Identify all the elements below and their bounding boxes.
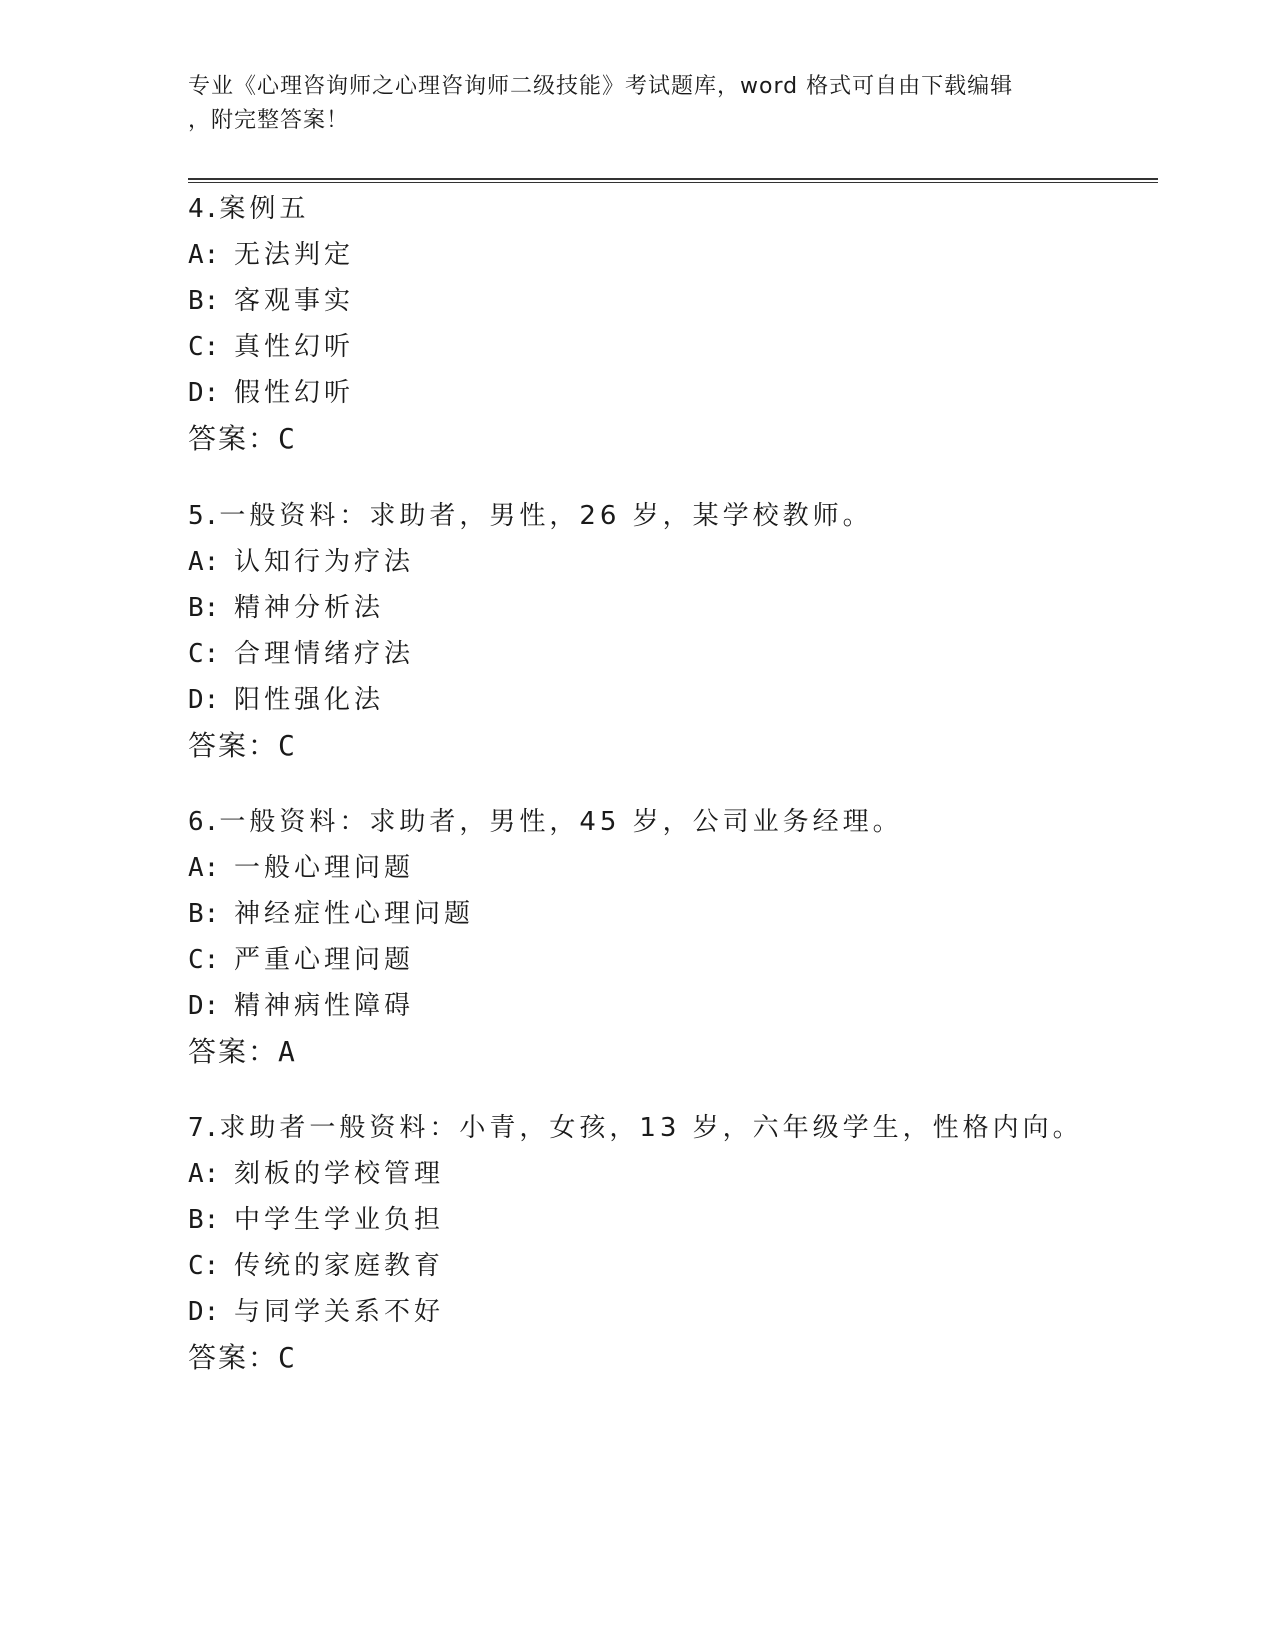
question-text: 一般资料：求助者，男性，45 岁，公司业务经理。 (219, 807, 903, 837)
option-d (188, 370, 1188, 416)
option-text: 神经症性心理问题 (234, 899, 475, 929)
option-text: 中学生学业负担 (234, 1205, 445, 1235)
option-key: A: (188, 240, 220, 270)
question-text: 案例五 (219, 194, 310, 224)
option-a (188, 1151, 1188, 1197)
option-key: B: (188, 286, 220, 316)
answer-value: C (278, 1341, 297, 1374)
option-key: D: (188, 685, 220, 715)
question-stem (188, 186, 1188, 232)
option-text: 假性幻听 (234, 378, 355, 408)
option-text: 认知行为疗法 (234, 547, 415, 577)
answer-label: 答案： (188, 729, 279, 762)
option-a (188, 845, 1188, 891)
question-4 (188, 186, 1188, 462)
answer-line (188, 723, 1188, 769)
header-line-1: 专业《心理咨询师之心理咨询师二级技能》考试题库，word 格式可自由下载编辑 (188, 74, 1014, 99)
option-text: 真性幻听 (234, 332, 355, 362)
question-text: 求助者一般资料：小青，女孩，13 岁，六年级学生，性格内向。 (219, 1113, 1083, 1143)
option-d (188, 1289, 1188, 1335)
option-text: 一般心理问题 (234, 853, 415, 883)
option-key: B: (188, 593, 220, 623)
option-key: D: (188, 991, 220, 1021)
option-text: 无法判定 (234, 240, 355, 270)
question-5 (188, 493, 1188, 769)
question-number: 7. (188, 1113, 220, 1143)
question-stem (188, 493, 1188, 539)
option-c (188, 631, 1188, 677)
answer-value: A (278, 1035, 297, 1068)
document-header (188, 70, 1088, 138)
option-key: B: (188, 899, 220, 929)
option-a (188, 539, 1188, 585)
option-b (188, 891, 1188, 937)
option-key: D: (188, 1297, 220, 1327)
option-key: C: (188, 639, 220, 669)
option-c (188, 324, 1188, 370)
answer-label: 答案： (188, 1341, 279, 1374)
question-stem (188, 1105, 1188, 1151)
option-key: A: (188, 853, 220, 883)
option-b (188, 1197, 1188, 1243)
question-number: 4. (188, 194, 220, 224)
option-text: 与同学关系不好 (234, 1297, 445, 1327)
answer-value: C (278, 729, 297, 762)
option-text: 传统的家庭教育 (234, 1251, 445, 1281)
answer-line (188, 1335, 1188, 1381)
question-number: 5. (188, 501, 220, 531)
option-key: C: (188, 1251, 220, 1281)
option-key: A: (188, 1159, 220, 1189)
option-d (188, 677, 1188, 723)
answer-line (188, 416, 1188, 462)
header-divider (188, 178, 1158, 183)
option-b (188, 278, 1188, 324)
option-text: 阳性强化法 (234, 685, 385, 715)
answer-label: 答案： (188, 1035, 279, 1068)
option-text: 刻板的学校管理 (234, 1159, 445, 1189)
option-text: 精神分析法 (234, 593, 385, 623)
option-text: 合理情绪疗法 (234, 639, 415, 669)
question-7 (188, 1105, 1188, 1381)
option-key: B: (188, 1205, 220, 1235)
question-6 (188, 799, 1188, 1075)
option-c (188, 937, 1188, 983)
option-key: D: (188, 378, 220, 408)
option-key: A: (188, 547, 220, 577)
option-text: 严重心理问题 (234, 945, 415, 975)
option-text: 客观事实 (234, 286, 355, 316)
option-key: C: (188, 332, 220, 362)
option-c (188, 1243, 1188, 1289)
question-number: 6. (188, 807, 220, 837)
answer-label: 答案： (188, 422, 279, 455)
option-key: C: (188, 945, 220, 975)
header-line-2: ，附完整答案！ (188, 108, 350, 133)
answer-line (188, 1029, 1188, 1075)
option-b (188, 585, 1188, 631)
question-text: 一般资料：求助者，男性，26 岁，某学校教师。 (219, 501, 873, 531)
option-d (188, 983, 1188, 1029)
option-a (188, 232, 1188, 278)
option-text: 精神病性障碍 (234, 991, 415, 1021)
answer-value: C (278, 422, 297, 455)
question-stem (188, 799, 1188, 845)
